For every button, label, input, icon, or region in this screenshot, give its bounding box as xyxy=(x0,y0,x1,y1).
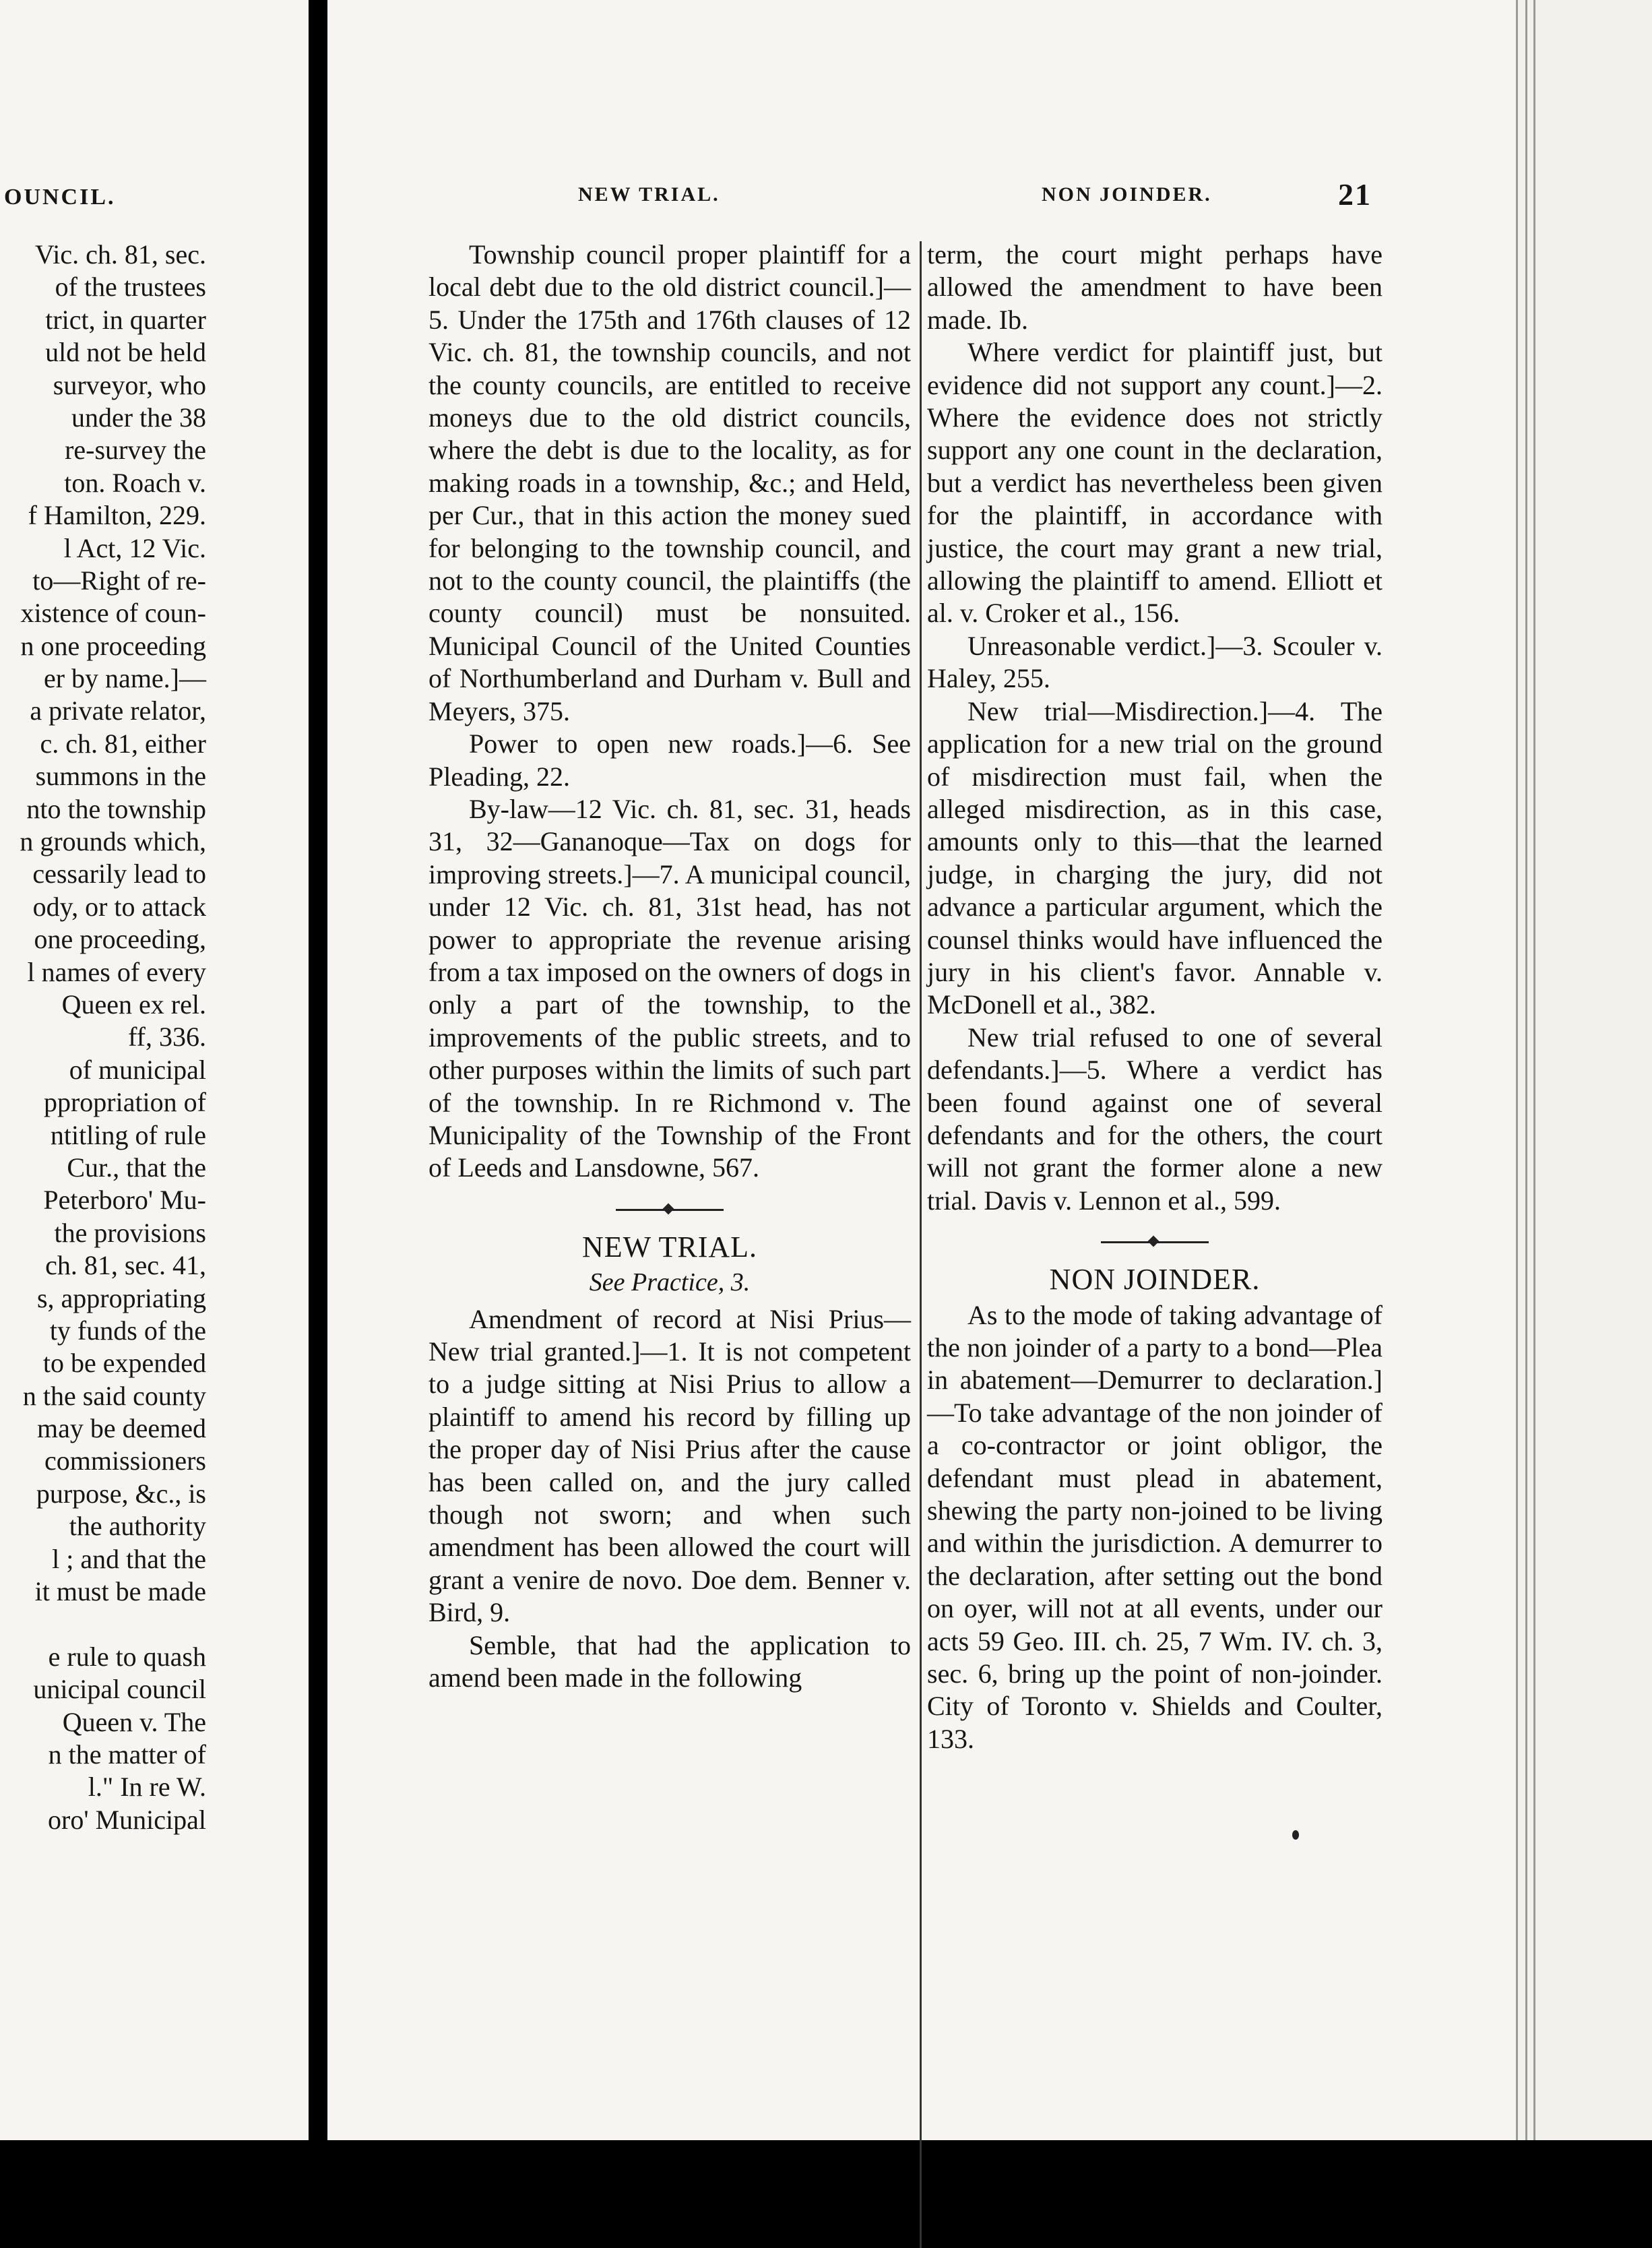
left-page-line: l names of every xyxy=(27,956,206,987)
entry-non-joinder: As to the mode of taking advantage of the non joinder of a party to a bond—Plea in abatement—Demurrer to declaration.]—To take advantage of the non joinder of a co-contractor or joint obligor, the defendant must plead in abatement, shewing the party non-joined to be living and within the jurisdiction. A demurrer to the declaration, after setting out the bond on oyer, will not at all events, under our acts 59 Geo. III. ch. 25, 7 Wm. IV. ch. 3, sec. 6, bring up the point of non-joinder. City of Toronto v. Shields and Coulter, 133. xyxy=(927,1299,1383,1754)
left-page xyxy=(0,0,309,2140)
left-page-line: l." In re W. xyxy=(88,1772,206,1803)
left-page-line xyxy=(0,1608,206,1640)
entry-amendment-of-record: Amendment of record at Nisi Prius—New trial granted.]—1. It is not competent to a judge sitting at Nisi Prius to allow a plaintiff to amend his record by filling up the proper day of Nisi Prius after the cause has been called on, and the jury called though not sworn; and when such amendment has been allowed the court will grant a venire de novo. Doe dem. Benner v. Bird, 9. xyxy=(428,1303,911,1628)
entry-misdirection: New trial—Misdirection.]—4. The application for a new trial on the ground of misdirection must fail, when the alleged misdirection, as in this case, amounts only to this—that the learned judge, in charging the jury, did not advance a particular argument, which the counsel thinks would have influenced the jury in his client's favor. Annable v. McDonell et al., 382. xyxy=(927,695,1383,1020)
left-page-header: OUNCIL. xyxy=(4,185,116,210)
entry-verdict-for-plaintiff: Where verdict for plaintiff just, but evidence did not support any count.]—2. Where the evidence does not strictly support any one count in the declaration, but a verdict has nevertheless been given for the plaintiff, in accordance with justice, the court may grant a new trial, allowing the plaintiff to amend. Elliott et al. v. Croker et al., 156. xyxy=(927,337,1383,629)
left-page-line: a private relator, xyxy=(30,695,206,726)
entry-township-council: Township council proper plaintiff for a local debt due to the old district council.]—5. Under the 175th and 176th clauses of 12 Vic. ch. 81, the township councils, and not the county councils, are entitled to receive moneys due to the old district councils, where the debt is due to the locality, as for making roads in a township, &c.; and Held, per Cur., that in this action the money sued for belonging to the township council, and not to the county council, the plaintiffs (the county council) must be nonsuited. Municipal Council of the United Counties of Northumberland and Durham v. Bull and Meyers, 375. xyxy=(428,239,911,726)
left-page-line: surveyor, who xyxy=(53,369,206,400)
section-heading-non-joinder: NON JOINDER. xyxy=(1049,1263,1261,1297)
entry-continued: term, the court might perhaps have allowed the amendment to have been made. Ib. xyxy=(927,239,1383,335)
left-page-line: ntitling of rule xyxy=(50,1119,206,1150)
left-page-line: of the trustees xyxy=(55,272,206,303)
entry-several-defendants: New trial refused to one of several defendants.]—5. Where a verdict has been found against one of several defendants and for the others, the court will not grant the former alone a new trial. Davis v. Lennon et al., 599. xyxy=(927,1022,1383,1216)
left-page-line: uld not be held xyxy=(45,337,206,368)
column-rule xyxy=(920,241,922,2248)
left-page-line: Vic. ch. 81, sec. xyxy=(34,239,206,270)
left-page-line: c. ch. 81, either xyxy=(40,728,206,759)
left-page-line: re-survey the xyxy=(65,435,206,466)
left-page-line: trict, in quarter xyxy=(45,304,206,335)
left-page-line: ty funds of the xyxy=(49,1315,206,1346)
left-page-line: Queen ex rel. xyxy=(61,989,206,1020)
left-page-line: under the 38 xyxy=(71,402,206,433)
entry-semble: Semble, that had the application to amend been made in the following xyxy=(428,1629,911,1693)
section-divider xyxy=(616,1209,724,1211)
page-number: 21 xyxy=(1338,177,1372,212)
section-divider xyxy=(1101,1241,1209,1243)
left-page-line: one proceeding, xyxy=(34,924,206,955)
left-page-line: may be deemed xyxy=(37,1413,206,1444)
left-page-lines xyxy=(0,239,206,1836)
left-page-line: commissioners xyxy=(44,1445,206,1476)
middle-column xyxy=(428,239,911,1694)
left-page-line: s, appropriating xyxy=(36,1282,206,1313)
edge-line xyxy=(1525,0,1527,2140)
left-page-line: cessarily lead to xyxy=(32,858,206,889)
left-page-line: n the said county xyxy=(22,1380,206,1411)
left-page-line: Cur., that the xyxy=(67,1152,206,1183)
entry-unreasonable-verdict: Unreasonable verdict.]—3. Scouler v. Haley, 255. xyxy=(927,630,1383,694)
left-page-line: l Act, 12 Vic. xyxy=(63,532,206,563)
left-page-line: purpose, &c., is xyxy=(36,1478,206,1509)
left-page-line: ff, 336. xyxy=(128,1022,206,1053)
left-page-line: to—Right of re- xyxy=(32,565,206,596)
left-page-line: f Hamilton, 229. xyxy=(28,500,206,531)
left-page-line: the authority xyxy=(69,1511,206,1542)
left-page-line: Peterboro' Mu- xyxy=(43,1185,206,1216)
left-page-line: Queen v. The xyxy=(62,1706,206,1737)
left-page-text xyxy=(0,239,206,1836)
header-left: NEW TRIAL. xyxy=(578,183,720,206)
left-page-line: ody, or to attack xyxy=(32,891,206,922)
left-page-line: xistence of coun- xyxy=(20,598,206,629)
left-page-line: n one proceeding xyxy=(20,630,206,661)
left-page-line: e rule to quash xyxy=(48,1641,206,1672)
cross-reference: See Practice, 3. xyxy=(589,1268,751,1297)
edge-line xyxy=(1516,0,1518,2140)
left-page-line: it must be made xyxy=(34,1576,206,1607)
left-page-line: n grounds which, xyxy=(20,826,206,857)
left-page-line: l ; and that the xyxy=(52,1543,206,1574)
left-page-line: nto the township xyxy=(26,793,206,824)
left-page-line: of municipal xyxy=(69,1054,206,1085)
edge-line xyxy=(1533,0,1535,2140)
section-heading-new-trial: NEW TRIAL. xyxy=(581,1230,758,1263)
ink-speck xyxy=(1292,1830,1299,1840)
right-column xyxy=(927,239,1383,1755)
left-page-line: ch. 81, sec. 41, xyxy=(45,1250,206,1281)
left-page-line: the provisions xyxy=(54,1217,206,1248)
entry-by-law: By-law—12 Vic. ch. 81, sec. 31, heads 31, 32—Gananoque—Tax on dogs for improving streets.]—7. A municipal council, under 12 Vic. ch. 81, 31st head, has not power to appropriate the revenue arising from a tax imposed on the owners of dogs in only a part of the township, to the improvements of the public streets, and to other purposes within the limits of such part of the township. In re Richmond v. The Municipality of the Township of the Front of Leeds and Lansdowne, 567. xyxy=(428,793,911,1183)
left-page-line: ppropriation of xyxy=(43,1087,206,1118)
left-page-line: to be expended xyxy=(42,1348,206,1379)
header-right: NON JOINDER. xyxy=(1042,183,1212,206)
left-page-line: unicipal council xyxy=(33,1674,206,1705)
left-page-line: summons in the xyxy=(35,761,206,792)
left-page-line: n the matter of xyxy=(48,1739,206,1770)
page-edge xyxy=(1516,0,1652,2140)
left-page-line: ton. Roach v. xyxy=(64,467,206,498)
entry-new-roads: Power to open new roads.]—6. See Pleading, 22. xyxy=(428,728,911,792)
left-page-line: er by name.]— xyxy=(43,663,206,694)
left-page-line: oro' Municipal xyxy=(48,1804,206,1835)
